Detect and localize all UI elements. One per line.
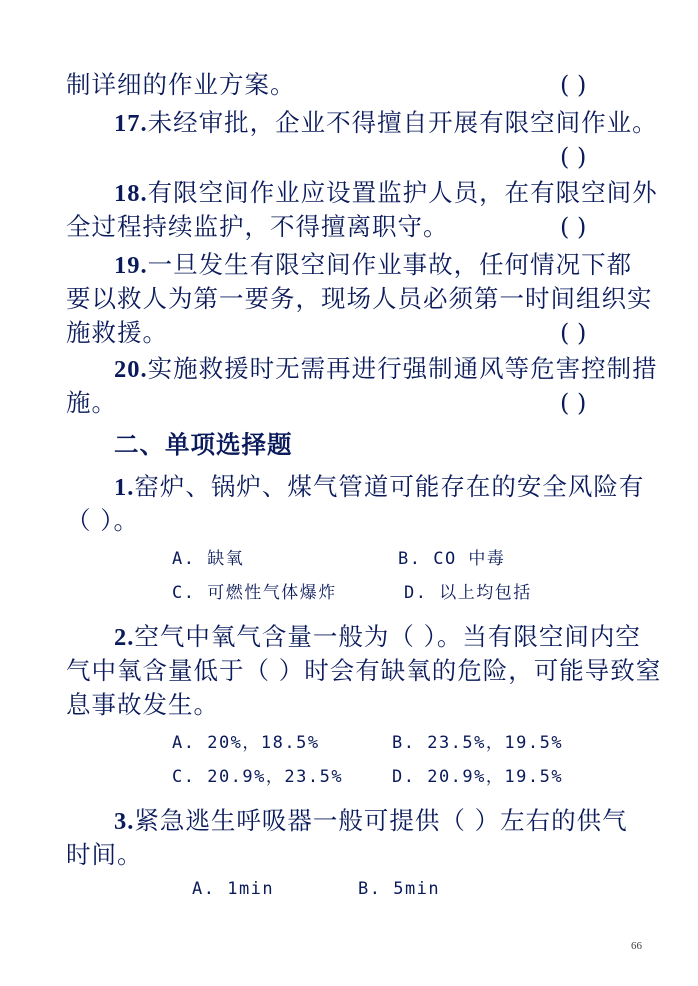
q20-text-2: 施。	[66, 388, 117, 417]
q18-text-2: 全过程持续监护，不得擅离职守。	[66, 212, 449, 241]
mc1-option-c: C. 可燃性气体爆炸	[172, 583, 337, 603]
q20-line-1	[114, 352, 658, 387]
q19-text-3: 施救援。	[66, 318, 168, 347]
mc2-line-2	[66, 654, 661, 688]
q17-line	[114, 106, 658, 141]
mc2-option-a: A. 20%，18.5%	[172, 733, 320, 753]
q18-answer-blank: ( )	[560, 213, 587, 241]
mc1-text-2: （ ）。	[66, 506, 140, 535]
q18-line-1	[114, 176, 658, 211]
mc3-option-b: B. 5min	[358, 879, 441, 899]
q18-text-1: 有限空间作业应设置监护人员，在有限空间外	[147, 178, 658, 207]
mc1-line-1	[114, 470, 644, 505]
mc2-option-d: D. 20.9%，19.5%	[392, 767, 564, 787]
q17-answer-blank: ( )	[560, 143, 587, 171]
q19-line-3	[66, 316, 168, 350]
q19-number: 19.	[114, 252, 148, 279]
q19-line-1	[114, 248, 632, 283]
mc1-text-1: 窑炉、锅炉、煤气管道可能存在的安全风险有	[134, 472, 645, 501]
q17-number: 17.	[114, 110, 148, 137]
mc1-option-a: A. 缺氧	[172, 549, 245, 569]
mc3-text-1: 紧急逃生呼吸器一般可提供（ ）左右的供气	[134, 806, 628, 835]
q20-answer-blank: ( )	[560, 389, 587, 417]
q20-number: 20.	[114, 356, 148, 383]
q20-text-1: 实施救援时无需再进行强制通风等危害控制措	[147, 354, 658, 383]
section-heading: 二、单项选择题	[114, 430, 293, 459]
mc3-line-2	[66, 838, 143, 872]
mc3-line-1	[114, 804, 628, 839]
q19-line-2	[66, 282, 653, 316]
mc2-line-1	[114, 620, 641, 655]
q16-answer-blank: ( )	[560, 71, 587, 99]
mc2-text-3: 息事故发生。	[66, 690, 219, 719]
mc2-text-2: 气中氧含量低于（ ）时会有缺氧的危险，可能导致窒	[66, 656, 662, 685]
mc2-number: 2.	[114, 624, 135, 651]
q18-line-2	[66, 210, 449, 244]
q19-text-1: 一旦发生有限空间作业事故，任何情况下都	[147, 250, 633, 279]
q19-text-2: 要以救人为第一要务，现场人员必须第一时间组织实	[66, 284, 653, 313]
mc1-option-b: B. CO 中毒	[398, 549, 506, 569]
mc3-number: 3.	[114, 808, 135, 835]
mc2-option-c: C. 20.9%，23.5%	[172, 767, 344, 787]
mc2-text-1: 空气中氧气含量一般为（ ）。当有限空间内空	[134, 622, 641, 651]
q19-answer-blank: ( )	[560, 319, 587, 347]
q20-line-2	[66, 386, 117, 420]
mc1-line-2	[66, 504, 139, 538]
mc3-text-2: 时间。	[66, 840, 143, 869]
mc2-option-b: B. 23.5%，19.5%	[392, 733, 564, 753]
q18-number: 18.	[114, 180, 148, 207]
mc1-option-d: D. 以上均包括	[404, 583, 532, 603]
mc2-line-3	[66, 688, 219, 722]
page-number: 66	[631, 940, 642, 952]
mc3-option-a: A. 1min	[192, 879, 275, 899]
mc1-number: 1.	[114, 474, 135, 501]
q16-continuation	[66, 68, 296, 102]
q17-text: 未经审批，企业不得擅自开展有限空间作业。	[147, 108, 658, 137]
q16-text: 制详细的作业方案。	[66, 70, 296, 99]
